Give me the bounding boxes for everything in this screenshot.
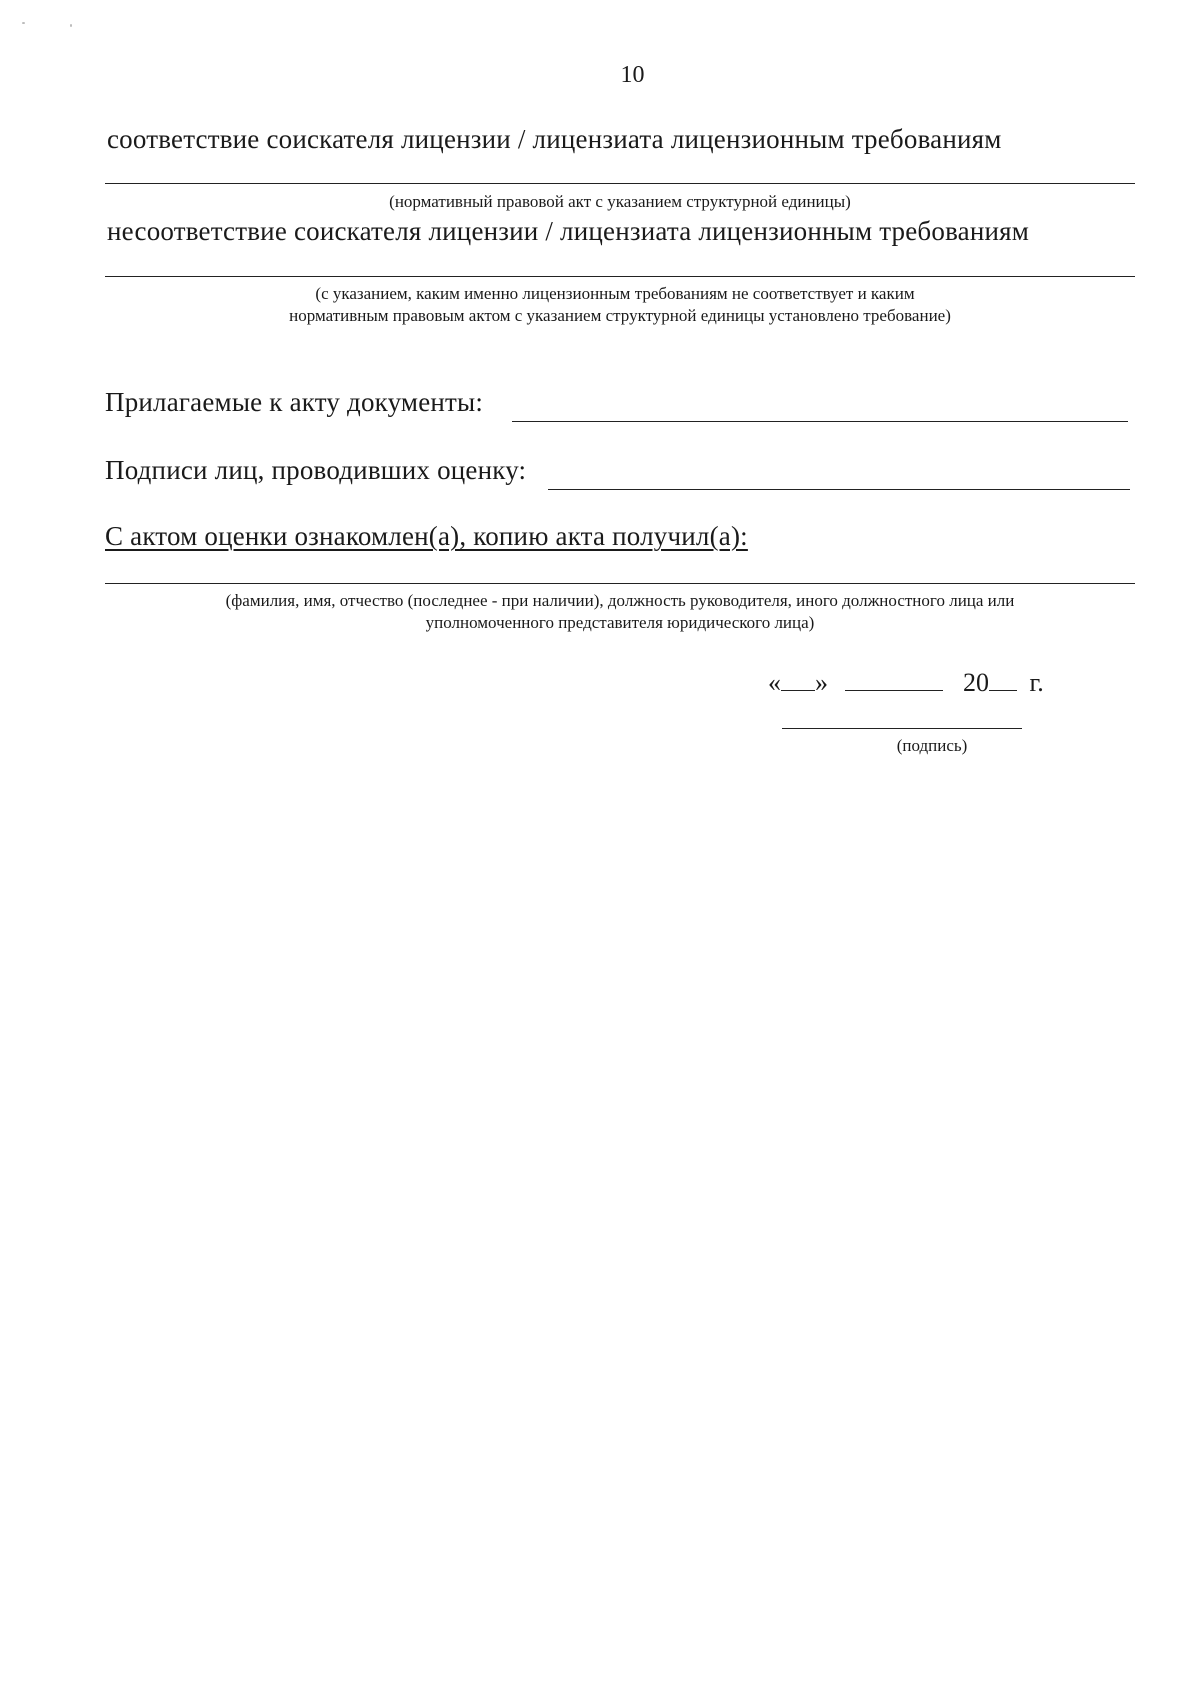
date-month-blank[interactable] <box>845 670 943 691</box>
page-number: 10 <box>620 62 645 88</box>
acknowledgement-caption-line2: уполномоченного представителя юридического лица) <box>425 613 815 632</box>
nonconformity-text: несоответствие соискателя лицензии / лицензиата лицензионным требованиям <box>107 216 1030 246</box>
date-day-blank[interactable] <box>781 670 815 691</box>
signature-fill-line[interactable] <box>782 728 1022 729</box>
conformity-text: соответствие соискателя лицензии / лицензиата лицензионным требованиям <box>107 124 1002 154</box>
signatures-label: Подписи лиц, проводивших оценку: <box>105 455 527 485</box>
conformity-fill-line[interactable] <box>105 183 1135 184</box>
acknowledgement-fill-line[interactable] <box>105 583 1135 584</box>
date-close-quote: » <box>815 668 828 697</box>
nonconformity-fill-line[interactable] <box>105 276 1135 277</box>
scan-artifact <box>22 22 25 24</box>
attached-documents-label: Прилагаемые к акту документы: <box>105 387 484 417</box>
signatures-fill-line[interactable] <box>548 489 1130 490</box>
date-line <box>768 668 1044 698</box>
date-open-quote: « <box>768 668 781 697</box>
date-year-prefix: 20 <box>963 668 989 697</box>
conformity-caption: (нормативный правовой акт с указанием структурной единицы) <box>389 192 851 211</box>
attached-documents-fill-line[interactable] <box>512 421 1128 422</box>
nonconformity-caption-line1: (с указанием, каким именно лицензионным требованиям не соответствует и каким <box>315 284 915 303</box>
acknowledgement-text: С актом оценки ознакомлен(а), копию акта получил(а): <box>105 521 748 551</box>
acknowledgement-caption-line1: (фамилия, имя, отчество (последнее - при наличии), должность руководителя, иного должностного лица или <box>225 591 1015 610</box>
date-year-blank[interactable] <box>989 670 1017 691</box>
signature-caption: (подпись) <box>896 736 968 755</box>
scan-artifact <box>70 24 72 27</box>
nonconformity-caption-line2: нормативным правовым актом с указанием структурной единицы установлено требование) <box>289 306 951 325</box>
date-year-suffix: г. <box>1029 668 1044 697</box>
